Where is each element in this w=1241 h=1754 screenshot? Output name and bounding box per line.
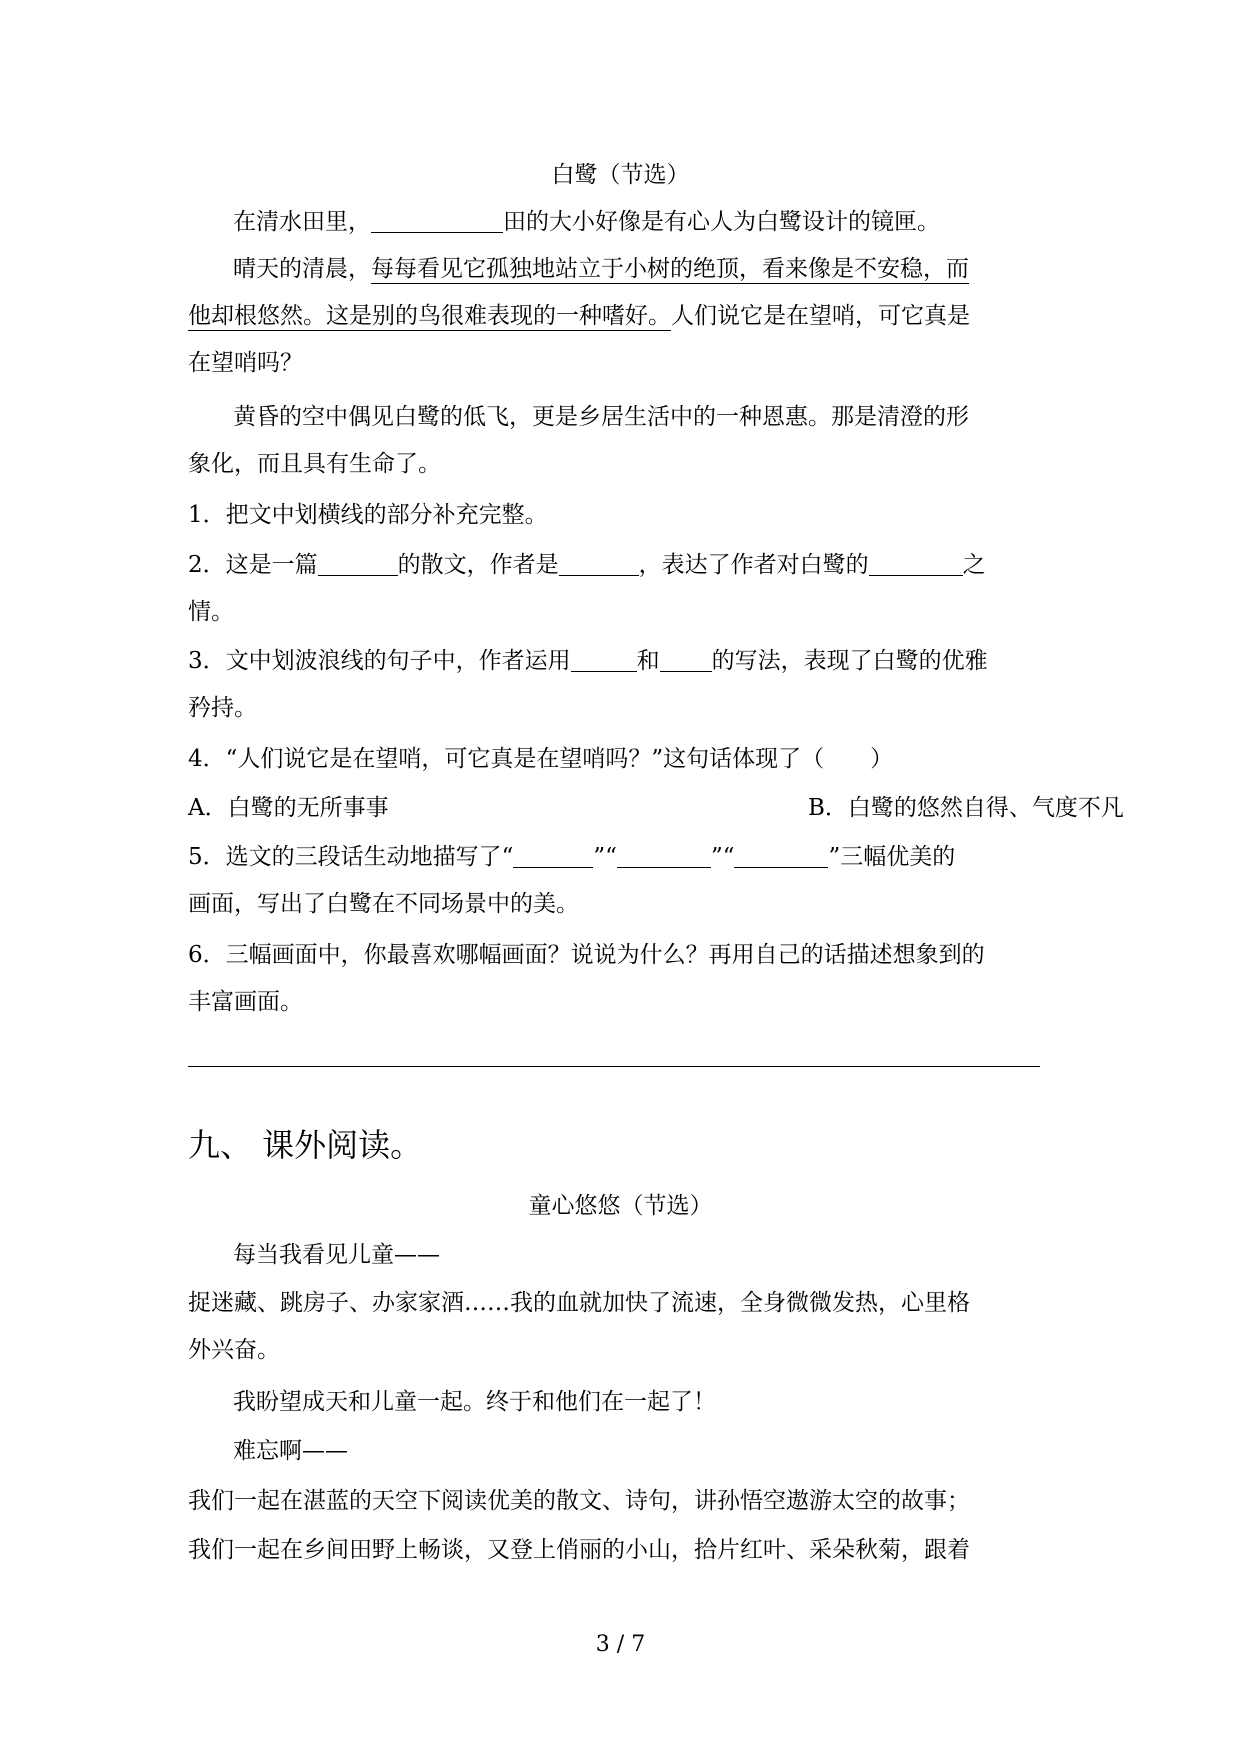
option-b[interactable]: B．白鹭的悠然自得、气度不凡 — [808, 795, 1124, 821]
fill-blank[interactable] — [734, 843, 828, 868]
underlined-sentence: 每每看见它孤独地站立于小树的绝顶，看来像是不安稳，而 — [371, 256, 969, 282]
question-3-cont: 矜持。 — [188, 695, 257, 721]
reading-line: 每当我看见儿童—— — [233, 1242, 440, 1268]
fill-blank[interactable] — [371, 208, 503, 233]
passage-paragraph-1: 在清水田里， 田的大小好像是有心人为白鹭设计的镜匣。 — [233, 209, 940, 235]
question-5-cont: 画面，写出了白鹭在不同场景中的美。 — [188, 891, 579, 917]
passage-paragraph-2: 晴天的清晨，每每看见它孤独地站立于小树的绝顶，看来像是不安稳，而 — [233, 256, 969, 282]
reading-line: 我们一起在湛蓝的天空下阅读优美的散文、诗句，讲孙悟空遨游太空的故事； — [188, 1488, 970, 1514]
fill-blank[interactable] — [617, 843, 711, 868]
question-3: 3．文中划波浪线的句子中，作者运用 和 的写法，表现了白鹭的优雅 — [188, 648, 988, 674]
question-4-options — [188, 793, 1124, 823]
fill-blank[interactable] — [513, 843, 593, 868]
fill-blank[interactable] — [571, 647, 637, 672]
fill-blank[interactable] — [660, 647, 712, 672]
reading-line: 捉迷藏、跳房子、办家家酒……我的血就加快了流速，全身微微发热，心里格 — [188, 1290, 970, 1316]
fill-blank[interactable] — [869, 551, 963, 576]
question-5: 5．选文的三段话生动地描写了“ ”“ ”“ ”三幅优美的 — [188, 844, 956, 870]
underlined-sentence: 他却根悠然。这是别的鸟很难表现的一种嗜好。 — [188, 303, 671, 329]
reading-line: 我们一起在乡间田野上畅谈，又登上俏丽的小山，拾片红叶、采朵秋菊，跟着 — [188, 1537, 970, 1563]
question-2-cont: 情。 — [188, 599, 234, 625]
question-6: 6．三幅画面中，你最喜欢哪幅画面？说说为什么？再用自己的话描述想象到的 — [188, 942, 985, 968]
answer-line[interactable] — [188, 1066, 1040, 1067]
passage-paragraph-3: 黄昏的空中偶见白鹭的低飞，更是乡居生活中的一种恩惠。那是清澄的形 — [233, 404, 969, 430]
question-2: 2．这是一篇 的散文，作者是 ，表达了作者对白鹭的 之 — [188, 552, 986, 578]
reading-title: 童心悠悠（节选） — [528, 1193, 713, 1219]
passage-paragraph-3-cont: 象化，而且具有生命了。 — [188, 451, 441, 477]
reading-line: 难忘啊—— — [233, 1438, 348, 1464]
question-6-cont: 丰富画面。 — [188, 989, 303, 1015]
page-number: 3 / 7 — [595, 1632, 646, 1657]
passage-title: 白鹭（节选） — [551, 162, 690, 188]
passage-paragraph-2-cont: 他却根悠然。这是别的鸟很难表现的一种嗜好。人们说它是在望哨，可它真是 — [188, 303, 970, 329]
reading-line: 外兴奋。 — [188, 1337, 280, 1363]
question-4: 4．“人们说它是在望哨，可它真是在望哨吗？”这句话体现了（ ） — [188, 746, 894, 772]
question-1: 1．把文中划横线的部分补充完整。 — [188, 502, 548, 528]
fill-blank[interactable] — [318, 551, 398, 576]
option-a[interactable]: A．白鹭的无所事事 — [188, 795, 389, 821]
section-heading: 九、 课外阅读。 — [188, 1126, 423, 1164]
reading-line: 我盼望成天和儿童一起。终于和他们在一起了！ — [233, 1389, 716, 1415]
passage-paragraph-2-end: 在望哨吗？ — [188, 350, 303, 376]
fill-blank[interactable] — [559, 551, 639, 576]
